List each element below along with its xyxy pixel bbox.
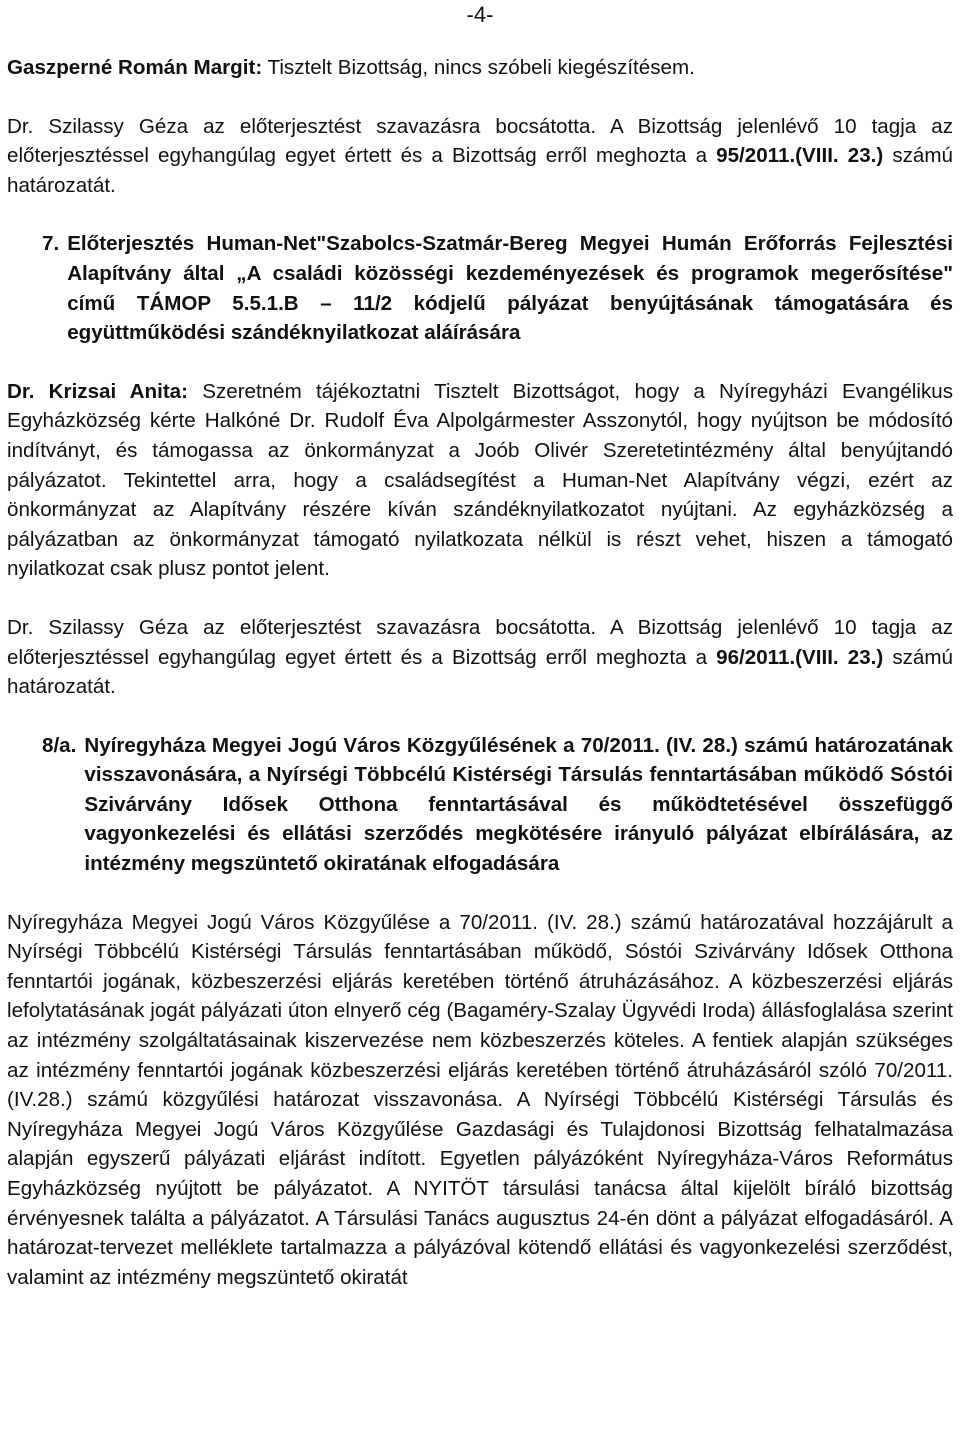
page-number: -4- xyxy=(466,2,494,27)
agenda-item-8a xyxy=(7,731,953,879)
spacer xyxy=(7,348,953,377)
agenda-item-7 xyxy=(7,229,953,347)
body-text: Nyíregyháza Megyei Jogú Város Közgyűlése a 70/2011. (IV. 28.) számú határozatával hozzájárult a Nyírségi Többcélú Kistérségi Társulás fenntartásában működő, Sóstói Szivárvány Idősek Otthona fenntartói jogának, közbeszerzési eljárás keretében történő átruházásához. A közbeszerzési eljárás lefolytatásának jogát pályázati úton elnyerő cég (Bagaméry-Szalay Ügyvédi Iroda) állásfoglalása szerint az intézmény szolgáltatásainak kiszervezése nem közbeszerzés köteles. A fentiek alapján szükséges az intézmény fenntartói jogának közbeszerzési eljárás keretében történő átruházásáról szóló 70/2011. (IV.28.) számú közgyűlési határozat visszavonása. A Nyírségi Többcélú Kistérségi Társulás és Nyíregyháza Megyei Jogú Város Közgyűlése Gazdasági és Tulajdonosi Bizottság felhatalmazása alapján egyszerű pályázati eljárást indított. Egyetlen pályázóként Nyíregyháza-Város Református Egyházközség nyújtott be pályázatot. A NYITÖT társulási tanácsa által kijelölt bíráló bizottság érvényesnek találta a pályázatot. A Társulási Tanács augusztus 24-én dönt a pályázat elfogadásáról. A határozat-tervezet melléklete tartalmazza a pályázóval kötendő ellátási és vagyonkezelési szerződést, valamint az intézmény megszüntető okiratát xyxy=(7,910,953,1289)
spacer xyxy=(7,83,953,112)
vote-suffix: számú határozatát. xyxy=(7,645,953,699)
vote-suffix: számú határozatát. xyxy=(7,144,953,197)
spacer xyxy=(7,584,953,613)
speech-text: Tisztelt Bizottság, nincs szóbeli kiegészítésem. xyxy=(262,56,695,79)
spacer xyxy=(7,702,953,731)
speaker-name: Dr. Krizsai Anita: xyxy=(7,379,188,403)
spacer xyxy=(7,200,953,229)
resolution-number: 95/2011.(VIII. 23.) xyxy=(716,144,884,168)
resolution-number: 96/2011.(VIII. 23.) xyxy=(716,645,884,669)
spacer xyxy=(7,879,953,908)
speech-text: Szeretném tájékoztatni Tisztelt Bizottságot, hogy a Nyíregyházi Evangélikus Egyházközség kérte Halkóné Dr. Rudolf Éva Alpolgármester Asszonytól, hogy nyújtson be módosító indítványt, és támogassa az önkormányzat a Joób Olivér Szeretetintézmény által benyújtandó pályázatot. Tekintettel arra, hogy a családsegítést a Human-Net Alapítvány végzi, ezért az önkormányzat az Alapítvány részére kíván szándéknyilatkozatot nyújtani. Az egyházközség a pályázatban az önkormányzat támogató nyilatkozata nélkül is részt vehet, hiszen a támogató nyilatkozat csak plusz pontot jelent. xyxy=(7,379,953,581)
paragraph-vote-95 xyxy=(7,112,953,201)
agenda-item-number: 8/a. xyxy=(42,733,77,757)
agenda-item-number: 7. xyxy=(42,232,60,256)
paragraph-item-8a-body xyxy=(7,908,953,1293)
paragraph-krizsai xyxy=(7,377,953,584)
speaker-name: Gaszperné Román Margit: xyxy=(7,56,263,79)
vote-text: Dr. Szilassy Géza az előterjesztést szavazásra bocsátotta. A Bizottság jelenlévő 10 tagja az előterjesztéssel egyhangúlag egyet értett és a Bizottság erről meghozta a xyxy=(7,114,953,168)
paragraph-vote-96 xyxy=(7,613,953,702)
vote-text: Dr. Szilassy Géza az előterjesztést szavazásra bocsátotta. A Bizottság jelenlévő 10 tagja az előterjesztéssel egyhangúlag egyet értett és a Bizottság erről meghozta a xyxy=(7,615,953,669)
agenda-item-title: Nyíregyháza Megyei Jogú Város Közgyűlésének a 70/2011. (IV. 28.) számú határozatának visszavonására, a Nyírségi Többcélú Kistérségi Társulás fenntartásában működő Sóstói Szivárvány Idősek Otthona fenntartásával és működtetésével összefüggő vagyonkezelési és ellátási szerződés megkötésére irányuló pályázat elbírálására, az intézmény megszüntető okiratának elfogadására xyxy=(84,733,953,876)
paragraph-gaszperne xyxy=(7,53,953,83)
agenda-item-title: Előterjesztés Human-Net"Szabolcs-Szatmár-Bereg Megyei Humán Erőforrás Fejlesztési Alapítvány által „A családi közösségi kezdeményezések és programok megerősítése" című TÁMOP 5.5.1.B – 11/2 kódjelű pályázat benyújtásának támogatására és együttműködési szándéknyilatkozat aláírására xyxy=(67,232,953,345)
document-body xyxy=(7,53,953,1292)
